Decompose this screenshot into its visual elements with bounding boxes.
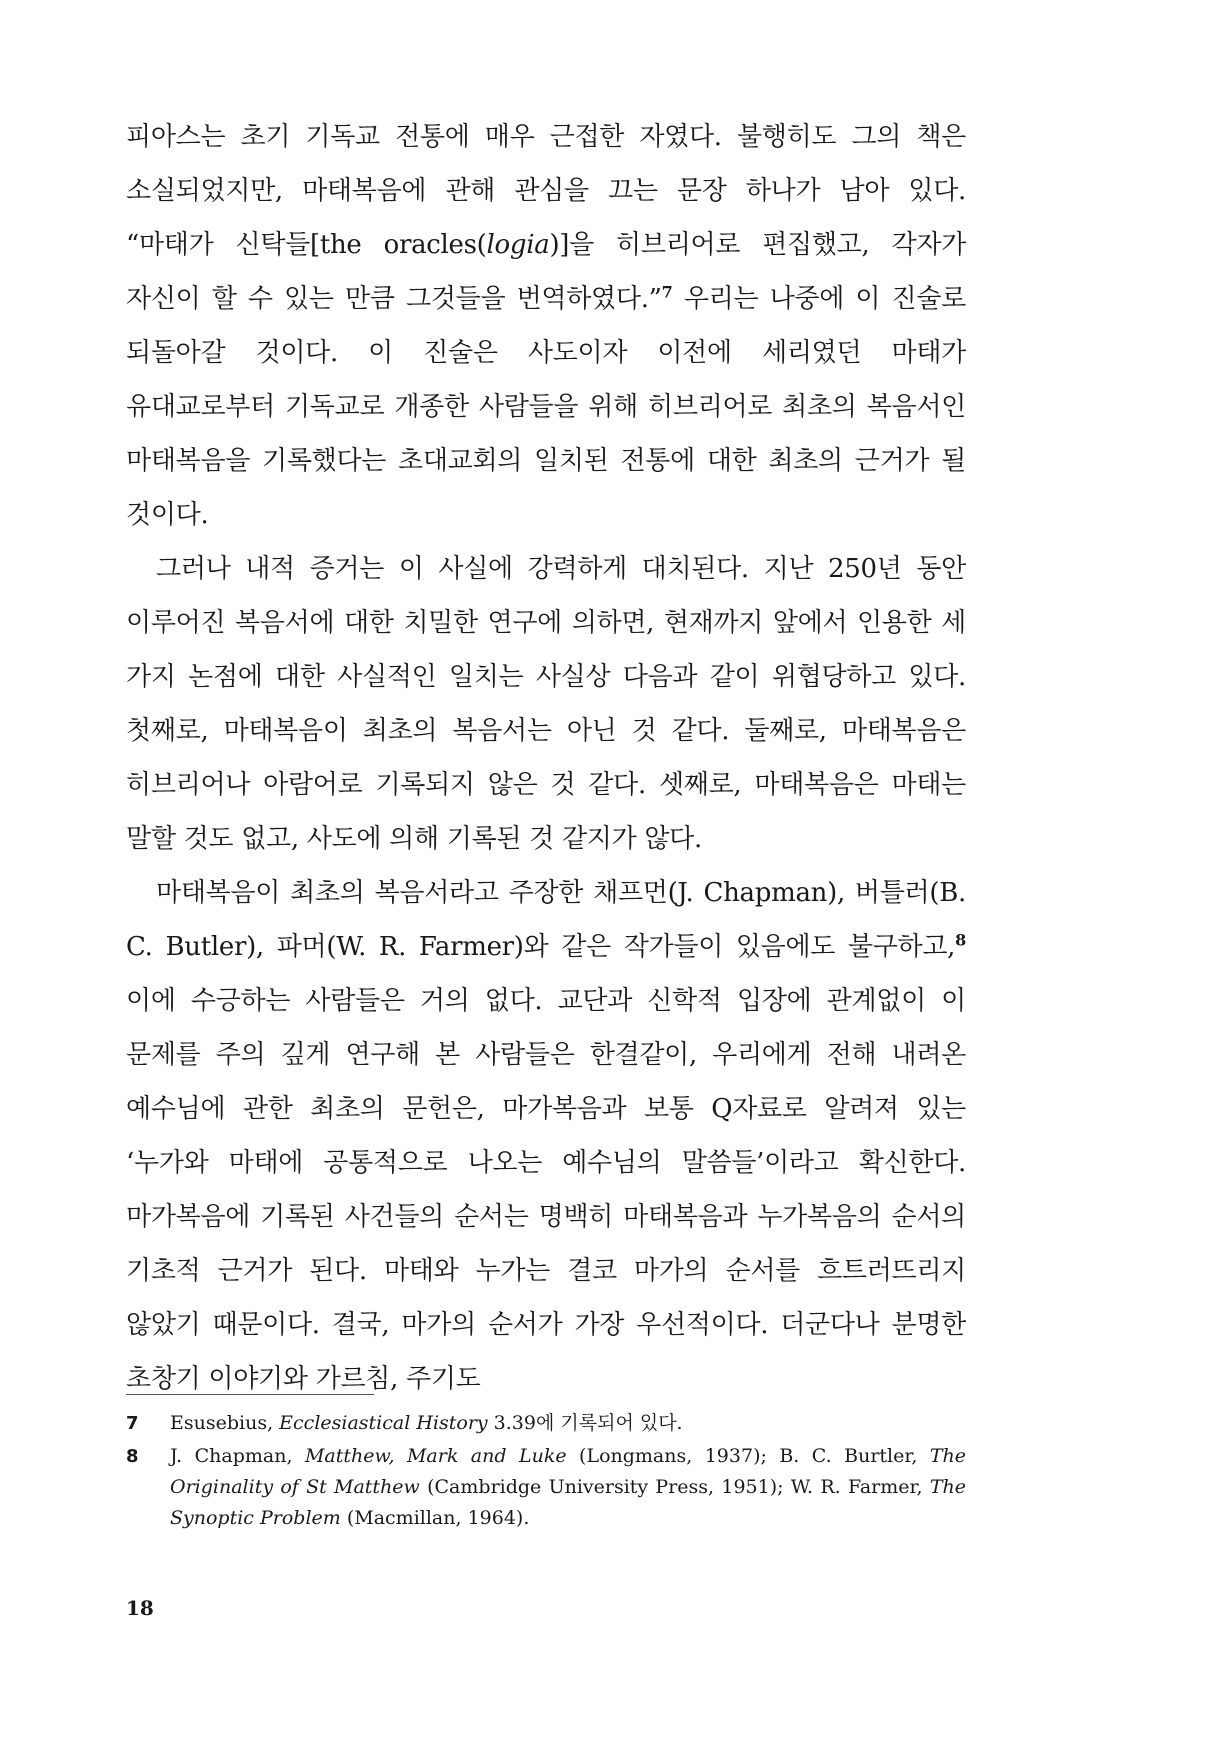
footnote-text: (Macmillan, 1964).: [340, 1507, 530, 1529]
paragraph-2-text: 그러나 내적 증거는 이 사실에 강력하게 대치된다. 지난 250년 동안 이루어진 복음서에 대한 치밀한 연구에 의하면, 현재까지 앞에서 인용한 세 가지 논점에 대한 사실적인 일치는 사실상 다음과 같이 위협당하고 있다. 첫째로, 마태복음이 최초의 복음서는 아닌 것 같다. 둘째로, 마태복음은 히브리어나 아람어로 기록되지 않은 것 같다. 셋째로, 마태복음은 마태는 말할 것도 없고, 사도에 의해 기록된 것 같지가 않다.: [126, 554, 966, 854]
footnote-number: 7: [126, 1413, 139, 1434]
footnote-text: (Cambridge University Press, 1951); W. R. Farmer,: [419, 1476, 930, 1498]
footnote-title: Matthew, Mark and Luke: [304, 1445, 567, 1467]
paragraph-3-text-a: 마태복음이 최초의 복음서라고 주장한 채프먼(J. Chapman), 버틀러(B. C. Butler), 파머(W. R. Farmer)와 같은 작가들이 있음에도 불구하고,: [126, 878, 966, 962]
paragraph-1-text-b: )]을 히브리어로 편집했고, 각자가 자신이 할 수 있는 만큼 그것들을 번역하였다.”: [126, 230, 966, 314]
footnote-text: Esusebius,: [170, 1412, 280, 1434]
body-text: [126, 110, 966, 1406]
paragraph-1-text-c: 우리는 나중에 이 진술로 되돌아갈 것이다. 이 진술은 사도이자 이전에 세리였던 마태가 유대교로부터 기독교로 개종한 사람들을 위해 히브리어로 최초의 복음서인 마태복음을 기록했다는 초대교회의 일치된 전통에 대한 최초의 근거가 될 것이다.: [126, 284, 966, 530]
page-number: 18: [126, 1596, 154, 1620]
paragraph-3: [126, 866, 966, 1406]
paragraph-2: [126, 542, 966, 866]
footnote-text: (Longmans, 1937); B. C. Burtler,: [566, 1445, 930, 1467]
footnote-8: [126, 1441, 966, 1534]
paragraph-3-text-b: 이에 수긍하는 사람들은 거의 없다. 교단과 신학적 입장에 관계없이 이 문제를 주의 깊게 연구해 본 사람들은 한결같이, 우리에게 전해 내려온 예수님에 관한 최초의 문헌은, 마가복음과 보통 Q자료로 알려져 있는 ‘누가와 마태에 공통적으로 나오는 예수님의 말씀들’이라고 확신한다. 마가복음에 기록된 사건들의 순서는 명백히 마태복음과 누가복음의 순서의 기초적 근거가 된다. 마태와 누가는 결코 마가의 순서를 흐트러뜨리지 않았기 때문이다. 결국, 마가의 순서가 가장 우선적이다. 더군다나 분명한 초창기 이야기와 가르침, 주기도: [126, 986, 966, 1394]
footnote-text: 3.39에 기록되어 있다.: [487, 1412, 683, 1434]
footnote-7: [126, 1408, 966, 1439]
footnotes: [126, 1408, 966, 1536]
paragraph-1: [126, 110, 966, 542]
footnote-ref-7[interactable]: 7: [661, 282, 673, 302]
footnote-text: J. Chapman,: [170, 1445, 305, 1467]
footnote-title: Ecclesiastical History: [279, 1412, 488, 1434]
footnote-divider: [126, 1394, 374, 1395]
footnote-title: The Originality of St Matthew: [170, 1445, 966, 1498]
paragraph-1-text-a: 피아스는 초기 기독교 전통에 매우 근접한 자였다. 불행히도 그의 책은 소실되었지만, 마태복음에 관해 관심을 끄는 문장 하나가 남아 있다. “마태가 신탁들[the oracles(: [126, 122, 966, 260]
footnote-number: 8: [126, 1446, 139, 1467]
footnote-title: The Synoptic Problem: [170, 1476, 966, 1529]
paragraph-1-italic: logia: [486, 230, 550, 260]
footnote-ref-8[interactable]: 8: [955, 930, 966, 950]
